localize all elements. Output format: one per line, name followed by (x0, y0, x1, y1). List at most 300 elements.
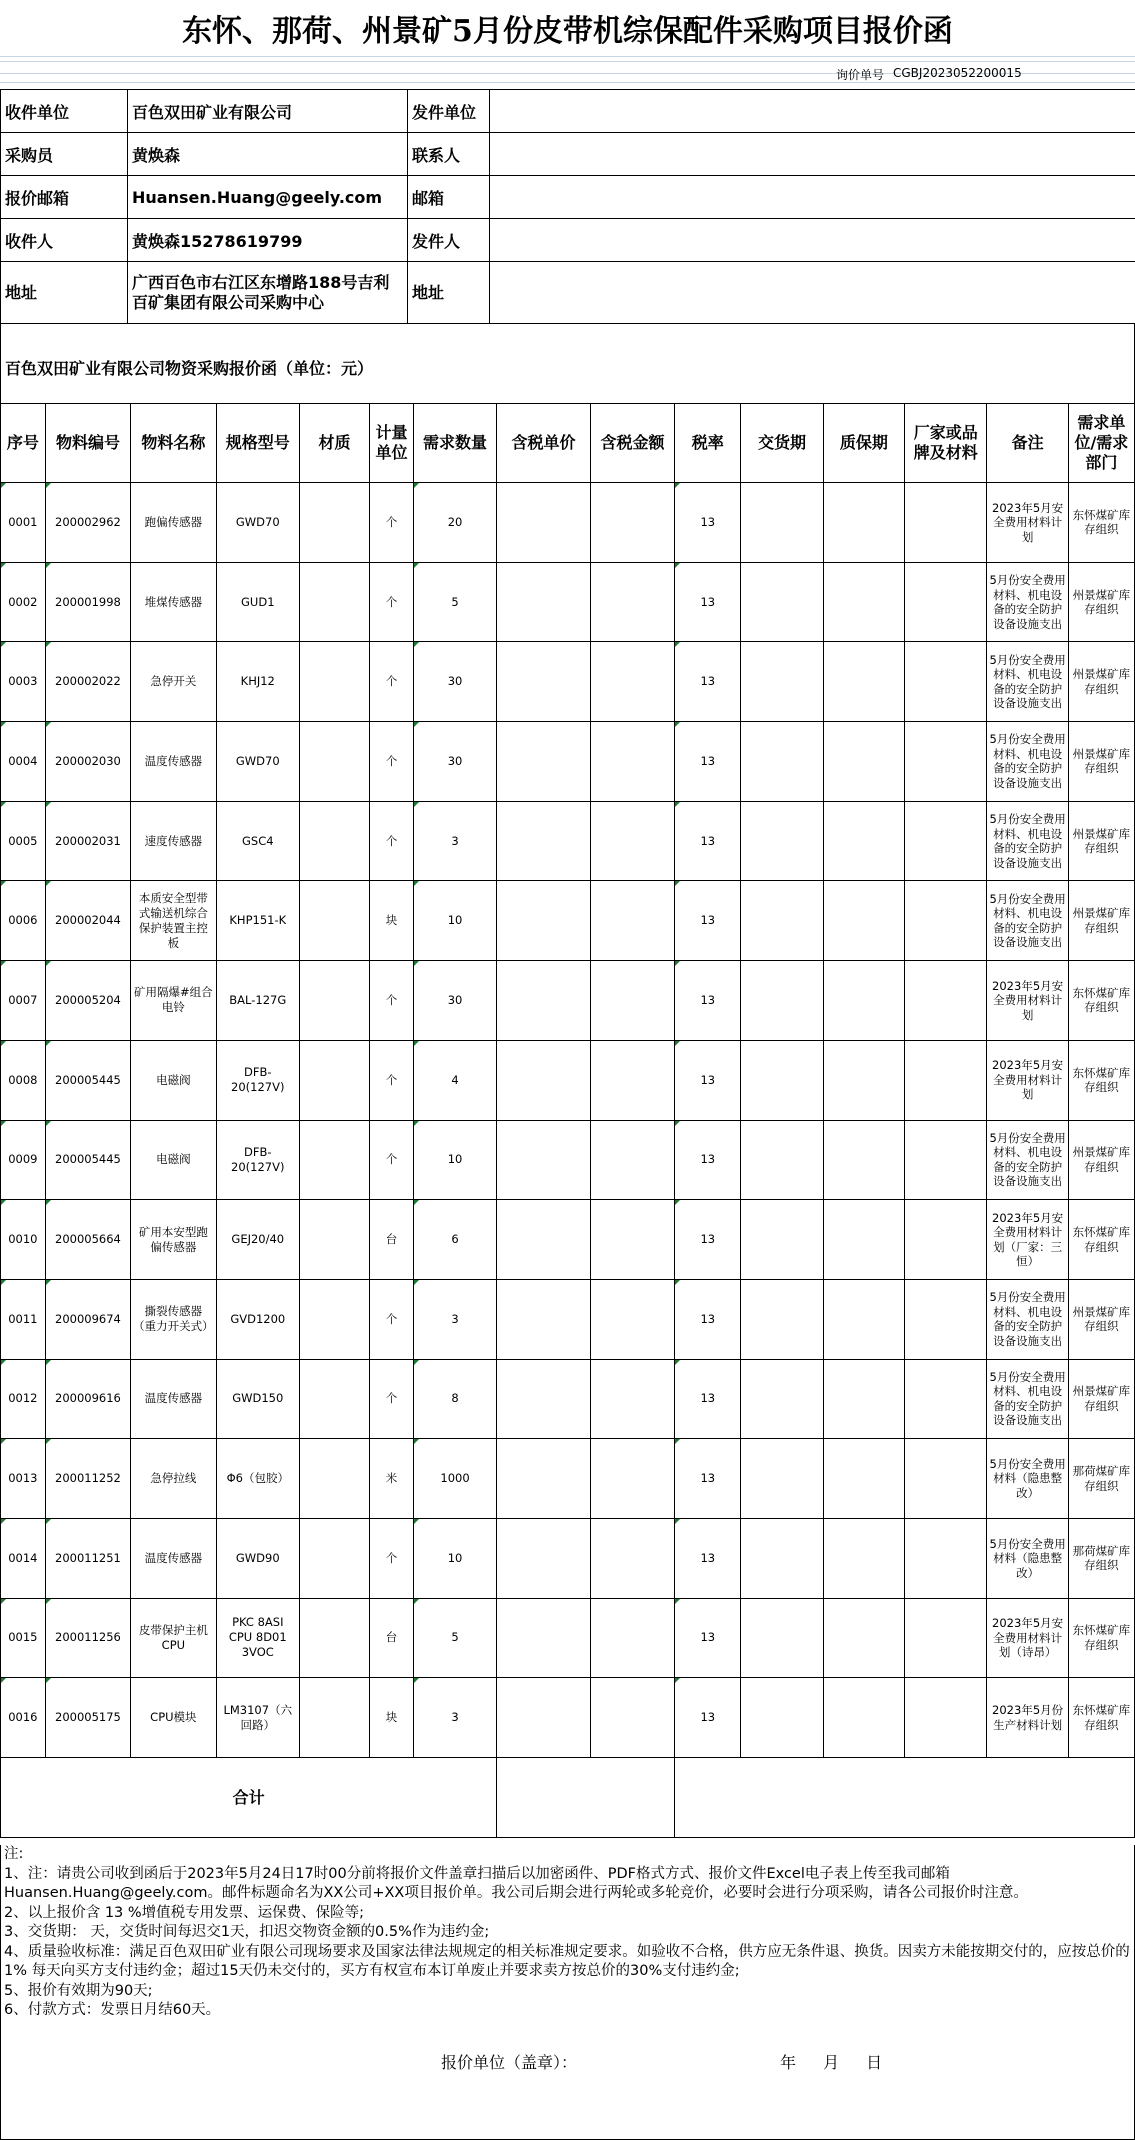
brand-cell[interactable] (905, 961, 987, 1041)
material-cell[interactable] (299, 1279, 369, 1359)
amount-cell[interactable] (590, 1359, 674, 1439)
address-value[interactable]: 广西百色市右江区东增路188号吉利百矿集团有限公司采购中心 (128, 262, 408, 324)
material-cell[interactable] (299, 1120, 369, 1200)
tax-rate-cell: 13 (675, 1678, 741, 1758)
row-number: 0011 (1, 1279, 46, 1359)
brand-cell[interactable] (905, 1040, 987, 1120)
material-name: 矿用本安型跑偏传感器 (131, 1200, 216, 1280)
brand-cell[interactable] (905, 1439, 987, 1519)
email-label: 报价邮箱 (1, 176, 128, 219)
spec-model: GUD1 (216, 562, 299, 642)
unit-price-cell[interactable] (497, 1279, 591, 1359)
table-row (1, 1359, 1135, 1439)
spec-model: PKC 8ASI CPU 8D01 3VOC (216, 1598, 299, 1678)
caption-text: 百色双田矿业有限公司物资采购报价函（单位：元） (5, 359, 374, 378)
delivery-cell[interactable] (741, 722, 823, 802)
delivery-cell[interactable] (741, 1120, 823, 1200)
receiver-unit-label: 收件单位 (1, 90, 128, 133)
spec-model: GEJ20/40 (216, 1200, 299, 1280)
delivery-cell[interactable] (741, 483, 823, 563)
row-number: 0006 (1, 881, 46, 961)
department-cell: 州景煤矿库存组织 (1068, 1279, 1134, 1359)
amount-cell[interactable] (590, 1439, 674, 1519)
spec-model: GWD90 (216, 1518, 299, 1598)
mailbox-value[interactable] (490, 176, 1135, 219)
warranty-cell[interactable] (823, 1359, 904, 1439)
spec-model: LM3107（六回路） (216, 1678, 299, 1758)
brand-cell[interactable] (905, 1200, 987, 1280)
unit-price-cell[interactable] (497, 642, 591, 722)
material-code: 200011252 (45, 1439, 130, 1519)
table-row (1, 1598, 1135, 1678)
brand-cell[interactable] (905, 1279, 987, 1359)
department-cell: 东怀煤矿库存组织 (1068, 1678, 1134, 1758)
column-header: 备注 (987, 404, 1068, 483)
spec-model: KHP151-K (216, 881, 299, 961)
material-name: 温度传感器 (131, 722, 216, 802)
amount-cell[interactable] (590, 483, 674, 563)
brand-cell[interactable] (905, 1120, 987, 1200)
remark-cell: 5月份安全费用材料、机电设备的安全防护设备设施支出 (987, 1279, 1068, 1359)
material-code: 200002031 (45, 801, 130, 881)
material-cell[interactable] (299, 961, 369, 1041)
buyer-value[interactable]: 黄焕森 (128, 133, 408, 176)
remark-cell: 5月份安全费用材料、机电设备的安全防护设备设施支出 (987, 562, 1068, 642)
note-line: 6、付款方式：发票日月结60天。 (4, 2002, 221, 2018)
delivery-cell[interactable] (741, 1359, 823, 1439)
table-row (1, 801, 1135, 881)
unit-cell: 个 (370, 642, 414, 722)
material-code: 200002044 (45, 881, 130, 961)
unit-price-cell[interactable] (497, 801, 591, 881)
row-number: 0003 (1, 642, 46, 722)
warranty-cell[interactable] (823, 961, 904, 1041)
table-row (1, 1279, 1135, 1359)
brand-cell[interactable] (905, 1678, 987, 1758)
material-name: 急停拉线 (131, 1439, 216, 1519)
amount-cell[interactable] (590, 1200, 674, 1280)
material-name: 堆煤传感器 (131, 562, 216, 642)
material-cell[interactable] (299, 1200, 369, 1280)
quantity-cell: 10 (413, 1120, 496, 1200)
brand-cell[interactable] (905, 1598, 987, 1678)
remark-cell: 5月份安全费用材料、机电设备的安全防护设备设施支出 (987, 881, 1068, 961)
tax-rate-cell: 13 (675, 1518, 741, 1598)
tax-rate-cell: 13 (675, 1040, 741, 1120)
delivery-cell[interactable] (741, 1040, 823, 1120)
material-cell[interactable] (299, 562, 369, 642)
column-header: 税率 (675, 404, 741, 483)
unit-cell: 块 (370, 1678, 414, 1758)
quantity-cell: 4 (413, 1040, 496, 1120)
table-row (1, 961, 1135, 1041)
quote-number-value: CGBJ2023052200015 (893, 66, 1022, 80)
material-name: 本质安全型带式输送机综合保护装置主控板 (131, 881, 216, 961)
unit-price-cell[interactable] (497, 1678, 591, 1758)
department-cell: 州景煤矿库存组织 (1068, 1359, 1134, 1439)
buyer-label: 采购员 (1, 133, 128, 176)
unit-cell: 个 (370, 722, 414, 802)
amount-cell[interactable] (590, 1040, 674, 1120)
table-row (1, 1678, 1135, 1758)
total-row (1, 1758, 1135, 1838)
table-row (1, 1120, 1135, 1200)
material-cell[interactable] (299, 1439, 369, 1519)
row-number: 0014 (1, 1518, 46, 1598)
material-name: 急停开关 (131, 642, 216, 722)
note-line: 1、注：请贵公司收到函后于2023年5月24日17时00分前将报价文件盖章扫描后以加密函件、PDF格式方式、报价文件Excel电子表上传至我司邮箱 (4, 1865, 950, 1882)
unit-cell: 米 (370, 1439, 414, 1519)
brand-cell[interactable] (905, 1518, 987, 1598)
sender-value[interactable] (490, 219, 1135, 262)
tax-rate-cell: 13 (675, 642, 741, 722)
table-row (1, 722, 1135, 802)
spec-model: GVD1200 (216, 1279, 299, 1359)
total-label: 合计 (1, 1758, 497, 1838)
quote-number-row (0, 61, 1135, 87)
unit-cell: 个 (370, 483, 414, 563)
unit-cell: 台 (370, 1598, 414, 1678)
tax-rate-cell: 13 (675, 562, 741, 642)
tax-rate-cell: 13 (675, 801, 741, 881)
material-name: 跑偏传感器 (131, 483, 216, 563)
material-cell[interactable] (299, 1359, 369, 1439)
material-code: 200005204 (45, 961, 130, 1041)
remark-cell: 5月份安全费用材料（隐患整改） (987, 1518, 1068, 1598)
note-line: 2、以上报价含 13 %增值税专用发票、运保费、保险等; (4, 1904, 365, 1921)
material-code: 200009674 (45, 1279, 130, 1359)
remark-cell: 5月份安全费用材料、机电设备的安全防护设备设施支出 (987, 1359, 1068, 1439)
material-cell[interactable] (299, 1598, 369, 1678)
column-header: 物料名称 (131, 404, 216, 483)
material-code: 200001998 (45, 562, 130, 642)
tax-rate-cell: 13 (675, 1279, 741, 1359)
notes-section (0, 1845, 1135, 2140)
column-header: 规格型号 (216, 404, 299, 483)
mailbox-label: 邮箱 (408, 176, 490, 219)
material-cell[interactable] (299, 801, 369, 881)
delivery-cell[interactable] (741, 1598, 823, 1678)
quantity-cell: 10 (413, 881, 496, 961)
department-cell: 东怀煤矿库存组织 (1068, 483, 1134, 563)
warranty-cell[interactable] (823, 642, 904, 722)
tax-rate-cell: 13 (675, 483, 741, 563)
delivery-cell[interactable] (741, 1439, 823, 1519)
material-name: 电磁阀 (131, 1040, 216, 1120)
material-code: 200005664 (45, 1200, 130, 1280)
material-cell[interactable] (299, 722, 369, 802)
remark-cell: 2023年5月安全费用材料计划 (987, 961, 1068, 1041)
table-row (1, 562, 1135, 642)
brand-cell[interactable] (905, 642, 987, 722)
unit-cell: 个 (370, 562, 414, 642)
spec-model: DFB-20(127V) (216, 1120, 299, 1200)
column-header: 含税金额 (590, 404, 674, 483)
delivery-cell[interactable] (741, 801, 823, 881)
brand-cell[interactable] (905, 483, 987, 563)
gridline (0, 56, 1135, 57)
row-number: 0004 (1, 722, 46, 802)
material-name: 撕裂传感器（重力开关式） (131, 1279, 216, 1359)
quantity-cell: 30 (413, 722, 496, 802)
unit-price-cell[interactable] (497, 961, 591, 1041)
unit-cell: 个 (370, 1279, 414, 1359)
info-table (0, 89, 1135, 324)
remark-cell: 2023年5月安全费用材料计划（诗昂） (987, 1598, 1068, 1678)
table-row (1, 1200, 1135, 1280)
material-cell[interactable] (299, 483, 369, 563)
column-header: 交货期 (741, 404, 823, 483)
amount-cell[interactable] (590, 961, 674, 1041)
spec-model: BAL-127G (216, 961, 299, 1041)
note-line: Huansen.Huang@geely.com。邮件标题命名为XX公司+XX项目报价单。我公司后期会进行两轮或多轮竞价，必要时会进行分项采购，请各公司报价时注意。 (4, 1885, 1028, 1901)
brand-cell[interactable] (905, 1359, 987, 1439)
material-cell[interactable] (299, 1518, 369, 1598)
note-line: 3、交货期： 天，交货时间每迟交1天，扣迟交物资金额的0.5%作为违约金; (4, 1924, 490, 1940)
table-row (1, 881, 1135, 961)
contact-value[interactable] (490, 133, 1135, 176)
quantity-cell: 1000 (413, 1439, 496, 1519)
unit-cell: 块 (370, 881, 414, 961)
contact-label: 联系人 (408, 133, 490, 176)
row-number: 0001 (1, 483, 46, 563)
quantity-cell: 30 (413, 961, 496, 1041)
material-code: 200002022 (45, 642, 130, 722)
amount-cell[interactable] (590, 1518, 674, 1598)
warranty-cell[interactable] (823, 881, 904, 961)
delivery-cell[interactable] (741, 1678, 823, 1758)
amount-cell[interactable] (590, 722, 674, 802)
email-value[interactable]: Huansen.Huang@geely.com (128, 176, 408, 219)
unit-cell: 个 (370, 1120, 414, 1200)
amount-cell[interactable] (590, 642, 674, 722)
unit-cell: 台 (370, 1200, 414, 1280)
brand-cell[interactable] (905, 801, 987, 881)
quantity-cell: 5 (413, 562, 496, 642)
unit-price-cell[interactable] (497, 1120, 591, 1200)
department-cell: 东怀煤矿库存组织 (1068, 1598, 1134, 1678)
tax-rate-cell: 13 (675, 1200, 741, 1280)
material-name: 矿用隔爆#组合电铃 (131, 961, 216, 1041)
tax-rate-cell: 13 (675, 722, 741, 802)
unit-price-cell[interactable] (497, 1359, 591, 1439)
warranty-cell[interactable] (823, 1439, 904, 1519)
material-code: 200011251 (45, 1518, 130, 1598)
quantity-cell: 20 (413, 483, 496, 563)
row-number: 0015 (1, 1598, 46, 1678)
unit-price-cell[interactable] (497, 562, 591, 642)
unit-price-cell[interactable] (497, 1518, 591, 1598)
unit-price-cell[interactable] (497, 1200, 591, 1280)
warranty-cell[interactable] (823, 1200, 904, 1280)
delivery-cell[interactable] (741, 1200, 823, 1280)
department-cell: 州景煤矿库存组织 (1068, 801, 1134, 881)
unit-price-cell[interactable] (497, 722, 591, 802)
brand-cell[interactable] (905, 881, 987, 961)
unit-price-cell[interactable] (497, 483, 591, 563)
unit-cell: 个 (370, 1518, 414, 1598)
row-number: 0012 (1, 1359, 46, 1439)
spec-model: GWD70 (216, 722, 299, 802)
column-header: 质保期 (823, 404, 904, 483)
delivery-cell[interactable] (741, 562, 823, 642)
department-cell: 那荷煤矿库存组织 (1068, 1518, 1134, 1598)
material-code: 200005445 (45, 1120, 130, 1200)
delivery-cell[interactable] (741, 961, 823, 1041)
material-code: 200005445 (45, 1040, 130, 1120)
material-name: 温度传感器 (131, 1359, 216, 1439)
column-header: 计量单位 (370, 404, 414, 483)
remark-cell: 5月份安全费用材料、机电设备的安全防护设备设施支出 (987, 642, 1068, 722)
quantity-cell: 3 (413, 801, 496, 881)
column-header: 厂家或品牌及材料 (905, 404, 987, 483)
unit-cell: 个 (370, 801, 414, 881)
material-cell[interactable] (299, 1678, 369, 1758)
total-blank (675, 1758, 1135, 1838)
material-name: 皮带保护主机CPU (131, 1598, 216, 1678)
tax-rate-cell: 13 (675, 881, 741, 961)
amount-cell[interactable] (590, 1279, 674, 1359)
quantity-cell: 5 (413, 1598, 496, 1678)
total-amount[interactable] (497, 1758, 675, 1838)
row-number: 0002 (1, 562, 46, 642)
quote-number-label: 询价单号 (836, 68, 885, 82)
remark-cell: 5月份安全费用材料（隐患整改） (987, 1439, 1068, 1519)
receiver-unit-value[interactable]: 百色双田矿业有限公司 (128, 90, 408, 133)
material-code: 200002030 (45, 722, 130, 802)
material-name: 温度传感器 (131, 1518, 216, 1598)
unit-cell: 个 (370, 961, 414, 1041)
remark-cell: 2023年5月安全费用材料计划 (987, 483, 1068, 563)
page-title: 东怀、那荷、州景矿5月份皮带机综保配件采购项目报价函 (182, 14, 953, 49)
column-header: 需求单位/需求部门 (1068, 404, 1134, 483)
unit-price-cell[interactable] (497, 1439, 591, 1519)
note-line: 注: (4, 1846, 24, 1862)
unit-cell: 个 (370, 1040, 414, 1120)
note-line: 4、质量验收标准：满足百色双田矿业有限公司现场要求及国家法律法规规定的相关标准规定要求。如验收不合格，供方应无条件退、换货。因卖方未能按期交付的，应按总价的1% 每天向买方支付违约金；超过15天仍未交付的，买方有权宣布本订单废止并要求卖方按总价的30%支付违约金; (4, 1943, 1130, 1979)
tax-rate-cell: 13 (675, 1598, 741, 1678)
department-cell: 州景煤矿库存组织 (1068, 562, 1134, 642)
material-code: 200011256 (45, 1598, 130, 1678)
warranty-cell[interactable] (823, 1040, 904, 1120)
amount-cell[interactable] (590, 881, 674, 961)
quantity-cell: 30 (413, 642, 496, 722)
warranty-cell[interactable] (823, 801, 904, 881)
remark-cell: 2023年5月份生产材料计划 (987, 1678, 1068, 1758)
material-code: 200002962 (45, 483, 130, 563)
remark-cell: 5月份安全费用材料、机电设备的安全防护设备设施支出 (987, 801, 1068, 881)
delivery-cell[interactable] (741, 642, 823, 722)
address-label: 地址 (1, 262, 128, 324)
department-cell: 州景煤矿库存组织 (1068, 642, 1134, 722)
warranty-cell[interactable] (823, 1279, 904, 1359)
delivery-cell[interactable] (741, 1279, 823, 1359)
sender-unit-value[interactable] (490, 90, 1135, 133)
spec-model: KHJ12 (216, 642, 299, 722)
department-cell: 东怀煤矿库存组织 (1068, 1040, 1134, 1120)
unit-cell: 个 (370, 1359, 414, 1439)
column-header: 需求数量 (413, 404, 496, 483)
items-table (0, 403, 1135, 1838)
tax-rate-cell: 13 (675, 961, 741, 1041)
material-cell[interactable] (299, 642, 369, 722)
tax-rate-cell: 13 (675, 1359, 741, 1439)
warranty-cell[interactable] (823, 1678, 904, 1758)
unit-price-cell[interactable] (497, 881, 591, 961)
quantity-cell: 3 (413, 1678, 496, 1758)
delivery-cell[interactable] (741, 881, 823, 961)
spec-model: GWD150 (216, 1359, 299, 1439)
row-number: 0007 (1, 961, 46, 1041)
table-row (1, 1518, 1135, 1598)
column-header: 材质 (299, 404, 369, 483)
amount-cell[interactable] (590, 1678, 674, 1758)
department-cell: 州景煤矿库存组织 (1068, 881, 1134, 961)
warranty-cell[interactable] (823, 1598, 904, 1678)
remark-cell: 2023年5月安全费用材料计划（厂家：三恒） (987, 1200, 1068, 1280)
column-header: 物料编号 (45, 404, 130, 483)
department-cell: 那荷煤矿库存组织 (1068, 1439, 1134, 1519)
table-row (1, 642, 1135, 722)
unit-price-cell[interactable] (497, 1040, 591, 1120)
sender-address-label: 地址 (408, 262, 490, 324)
row-number: 0009 (1, 1120, 46, 1200)
sender-unit-label: 发件单位 (408, 90, 490, 133)
table-row (1, 483, 1135, 563)
amount-cell[interactable] (590, 1598, 674, 1678)
recipient-value[interactable]: 黄焕森15278619799 (128, 219, 408, 262)
warranty-cell[interactable] (823, 1120, 904, 1200)
sender-address-value[interactable] (490, 262, 1135, 324)
row-number: 0010 (1, 1200, 46, 1280)
material-cell[interactable] (299, 881, 369, 961)
warranty-cell[interactable] (823, 562, 904, 642)
column-header: 序号 (1, 404, 46, 483)
material-code: 200009616 (45, 1359, 130, 1439)
warranty-cell[interactable] (823, 722, 904, 802)
signature-date: 年 月 日 (780, 2053, 883, 2072)
warranty-cell[interactable] (823, 1518, 904, 1598)
remark-cell: 5月份安全费用材料、机电设备的安全防护设备设施支出 (987, 1120, 1068, 1200)
recipient-label: 收件人 (1, 219, 128, 262)
brand-cell[interactable] (905, 562, 987, 642)
amount-cell[interactable] (590, 1120, 674, 1200)
spec-model: DFB-20(127V) (216, 1040, 299, 1120)
row-number: 0016 (1, 1678, 46, 1758)
signature-label: 报价单位（盖章）： (441, 2053, 578, 2072)
delivery-cell[interactable] (741, 1518, 823, 1598)
remark-cell: 5月份安全费用材料、机电设备的安全防护设备设施支出 (987, 722, 1068, 802)
material-cell[interactable] (299, 1040, 369, 1120)
department-cell: 州景煤矿库存组织 (1068, 1120, 1134, 1200)
tax-rate-cell: 13 (675, 1439, 741, 1519)
amount-cell[interactable] (590, 562, 674, 642)
row-number: 0005 (1, 801, 46, 881)
brand-cell[interactable] (905, 722, 987, 802)
material-code: 200005175 (45, 1678, 130, 1758)
material-name: 速度传感器 (131, 801, 216, 881)
unit-price-cell[interactable] (497, 1598, 591, 1678)
warranty-cell[interactable] (823, 483, 904, 563)
column-header: 含税单价 (497, 404, 591, 483)
tax-rate-cell: 13 (675, 1120, 741, 1200)
material-name: 电磁阀 (131, 1120, 216, 1200)
quantity-cell: 10 (413, 1518, 496, 1598)
spec-model: Φ6（包胶） (216, 1439, 299, 1519)
department-cell: 东怀煤矿库存组织 (1068, 961, 1134, 1041)
table-caption (0, 323, 1135, 403)
amount-cell[interactable] (590, 801, 674, 881)
